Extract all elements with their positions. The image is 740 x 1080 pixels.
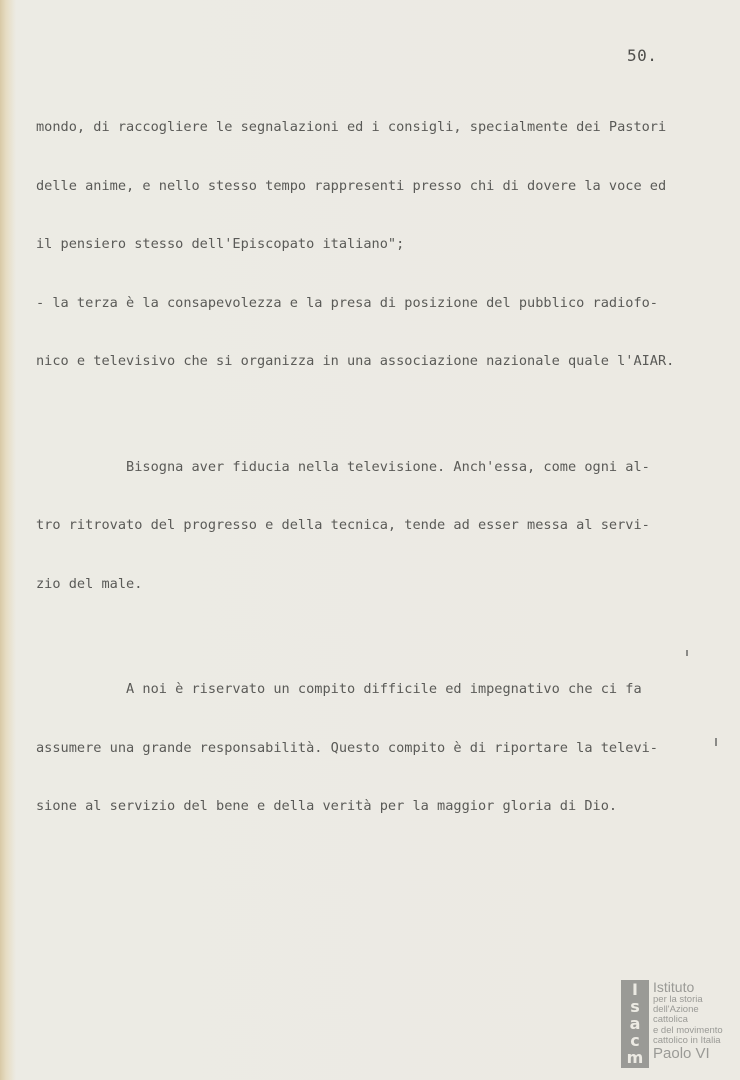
text-line: - la terza è la consapevolezza e la presa di posizione del pubblico radiofo-	[36, 294, 658, 311]
text-line: assumere una grande responsabilità. Questo compito è di riportare la televi-	[36, 739, 658, 756]
text-line: nico e televisivo che si organizza in una associazione nazionale quale l'AIAR.	[36, 353, 675, 369]
institute-logo	[621, 980, 731, 1068]
logo-monogram: I s a c m	[621, 980, 649, 1068]
text-line: delle anime, e nello stesso tempo rappresenti presso chi di dovere la voce ed	[36, 177, 667, 194]
text-line: zio del male.	[36, 575, 143, 592]
text-line: il pensiero stesso dell'Episcopato italiano";	[36, 236, 405, 252]
text-line: mondo, di raccogliere le segnalazioni ed i consigli, specialmente dei Pastori	[36, 119, 667, 135]
page-number: 50.	[627, 46, 658, 65]
typed-text-body	[36, 79, 726, 856]
text-line: Bisogna aver fiducia nella televisione. Anch'essa, come ogni al-	[36, 458, 650, 475]
text-line: tro ritrovato del progresso e della tecnica, tende ad esser messa al servi-	[36, 517, 650, 533]
logo-caption: Istituto per la storia dell'Azione cattolica e del movimento cattolico in Italia Paolo VI	[653, 979, 723, 1063]
text-line: A noi è riservato un compito difficile ed impegnativo che ci fa	[36, 681, 642, 697]
text-line: sione al servizio del bene e della verità per la maggior gloria di Dio.	[36, 798, 618, 814]
margin-mark	[686, 650, 688, 656]
margin-mark	[715, 738, 717, 746]
